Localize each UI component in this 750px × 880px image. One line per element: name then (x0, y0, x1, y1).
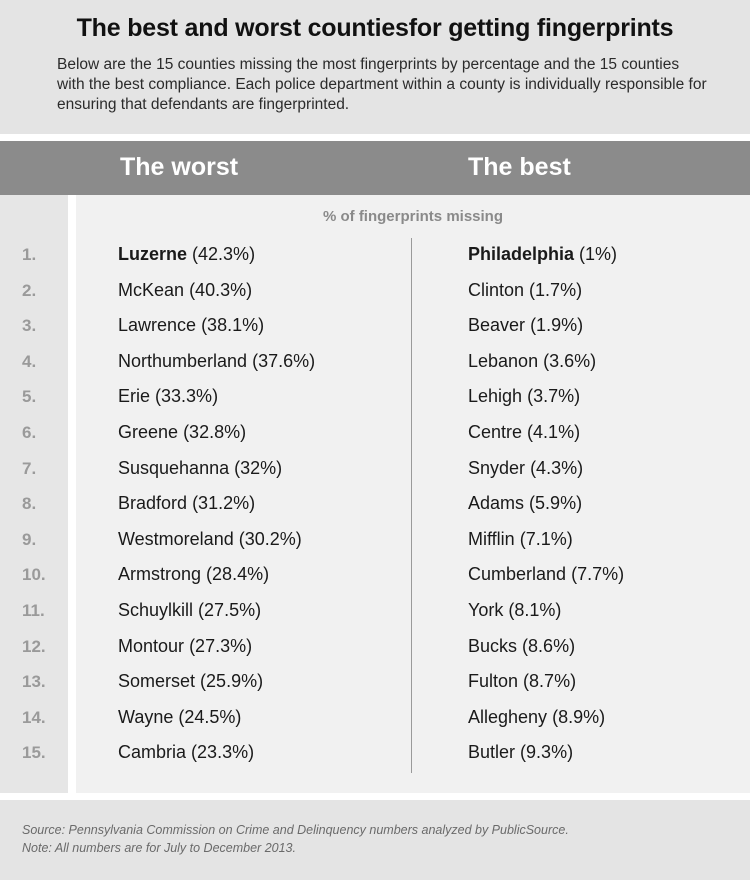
best-county-pct: (8.1%) (508, 600, 562, 620)
best-county-pct: (3.6%) (543, 350, 597, 371)
rank-number: 10. (22, 565, 46, 585)
rank-number: 15. (22, 743, 46, 763)
worst-county-name: McKean (118, 279, 185, 300)
best-county-pct: (9.3%) (520, 742, 574, 763)
worst-county-name: Northumberland (118, 350, 248, 371)
best-county-row (468, 386, 580, 407)
worst-county-name: Greene (118, 422, 179, 442)
best-county-name: Cumberland (468, 564, 567, 585)
worst-county-row (118, 458, 282, 479)
worst-county-pct: (25.9%) (200, 671, 264, 692)
worst-county-pct: (31.2%) (192, 493, 256, 514)
best-county-name: Lehigh (468, 386, 523, 407)
worst-county-pct: (30.2%) (238, 528, 302, 549)
best-county-name: Mifflin (468, 528, 515, 549)
strip-gap (68, 195, 76, 793)
worst-county-name: Cambria (118, 742, 187, 763)
best-county-name: York (468, 600, 504, 620)
worst-county-row (118, 493, 255, 514)
best-county-pct: (1.9%) (530, 315, 584, 336)
worst-county-row (118, 280, 252, 301)
column-header-best: The best (468, 153, 571, 181)
worst-county-pct: (23.3%) (191, 742, 255, 763)
worst-county-row (118, 742, 254, 763)
best-county-pct: (8.7%) (523, 671, 577, 692)
worst-county-name: Luzerne (118, 244, 188, 264)
worst-county-row (118, 707, 241, 728)
best-county-name: Butler (468, 742, 516, 763)
worst-county-row (118, 636, 252, 657)
best-county-name: Centre (468, 422, 523, 442)
rank-number: 11. (22, 601, 45, 620)
worst-county-row (118, 386, 218, 407)
worst-county-row (118, 244, 255, 265)
best-county-name: Bucks (468, 635, 518, 656)
page-subtitle: Below are the 15 counties missing the most fingerprints by percentage and the 15 counties with the best compliance. Each police department within a county is individually responsible for ensuring that defendants are fingerprinted. (57, 56, 707, 113)
best-county-pct: (7.7%) (571, 564, 625, 585)
best-county-row (468, 351, 596, 372)
worst-county-pct: (38.1%) (201, 315, 265, 336)
best-county-name: Clinton (468, 279, 525, 300)
best-county-pct: (7.1%) (519, 528, 573, 549)
worst-county-name: Schuylkill (118, 600, 194, 620)
best-county-pct: (8.9%) (552, 706, 606, 727)
best-county-name: Lebanon (468, 350, 539, 371)
worst-county-name: Bradford (118, 493, 188, 514)
best-county-pct: (4.3%) (530, 457, 584, 478)
column-divider (411, 238, 412, 773)
worst-county-pct: (28.4%) (206, 564, 270, 585)
worst-county-row (118, 315, 264, 336)
worst-county-pct: (42.3%) (192, 244, 256, 264)
rank-number: 1. (22, 245, 37, 264)
header-panel (0, 0, 750, 134)
worst-county-row (118, 564, 269, 585)
worst-county-name: Westmoreland (118, 528, 234, 549)
date-note: Note: All numbers are for July to December 2013. (22, 841, 296, 855)
best-county-name: Fulton (468, 671, 519, 692)
worst-county-row (118, 600, 261, 621)
best-county-row (468, 636, 575, 657)
page-title: The best and worst countiesfor getting fingerprints (76, 14, 674, 42)
worst-county-name: Lawrence (118, 315, 197, 336)
best-county-row (468, 458, 583, 479)
worst-county-name: Somerset (118, 671, 196, 692)
best-county-row (468, 315, 583, 336)
best-county-row (468, 529, 573, 550)
best-county-pct: (5.9%) (529, 493, 583, 514)
worst-county-pct: (33.3%) (155, 386, 219, 407)
worst-county-pct: (32.8%) (183, 422, 247, 442)
best-county-pct: (1.7%) (529, 279, 583, 300)
worst-county-pct: (32%) (234, 457, 283, 478)
rank-number: 7. (22, 458, 37, 478)
best-county-pct: (4.1%) (527, 422, 581, 442)
worst-county-pct: (24.5%) (178, 706, 242, 727)
rank-number: 14. (22, 707, 46, 727)
rank-number: 9. (22, 529, 37, 549)
best-county-name: Adams (468, 493, 525, 514)
source-note: Source: Pennsylvania Commission on Crime and Delinquency numbers analyzed by PublicSource. (22, 823, 569, 837)
best-county-name: Allegheny (468, 706, 548, 727)
best-county-row (468, 600, 561, 621)
best-county-pct: (1%) (579, 244, 618, 264)
best-county-name: Snyder (468, 457, 526, 478)
rank-number: 6. (22, 423, 37, 442)
best-county-pct: (3.7%) (527, 386, 581, 407)
rank-number: 12. (22, 636, 46, 656)
column-header-worst: The worst (120, 153, 239, 181)
best-county-pct: (8.6%) (522, 635, 576, 656)
rank-number: 4. (22, 351, 37, 371)
best-county-row (468, 422, 580, 443)
rank-number: 2. (22, 280, 37, 300)
worst-county-name: Erie (118, 386, 151, 407)
worst-county-pct: (37.6%) (252, 350, 316, 371)
best-county-row (468, 671, 576, 692)
best-county-name: Philadelphia (468, 244, 575, 264)
worst-county-row (118, 351, 315, 372)
best-county-row (468, 742, 573, 763)
worst-county-name: Susquehanna (118, 457, 230, 478)
worst-county-row (118, 529, 302, 550)
best-county-row (468, 564, 624, 585)
best-county-row (468, 493, 582, 514)
footer-panel (0, 800, 750, 880)
rank-number: 5. (22, 387, 37, 407)
metric-label: % of fingerprints missing (322, 208, 503, 225)
rank-number: 13. (22, 672, 46, 692)
best-county-name: Beaver (468, 315, 526, 336)
worst-county-pct: (27.3%) (189, 635, 253, 656)
best-county-row (468, 707, 605, 728)
best-county-row (468, 244, 617, 265)
rank-number: 8. (22, 494, 37, 514)
worst-county-name: Armstrong (118, 564, 202, 585)
worst-county-row (118, 422, 246, 443)
worst-county-name: Wayne (118, 706, 174, 727)
column-header-bar (0, 141, 750, 195)
best-county-row (468, 280, 582, 301)
worst-county-pct: (27.5%) (198, 600, 262, 620)
rank-number: 3. (22, 316, 37, 336)
worst-county-row (118, 671, 263, 692)
worst-county-name: Montour (118, 635, 185, 656)
worst-county-pct: (40.3%) (189, 279, 253, 300)
